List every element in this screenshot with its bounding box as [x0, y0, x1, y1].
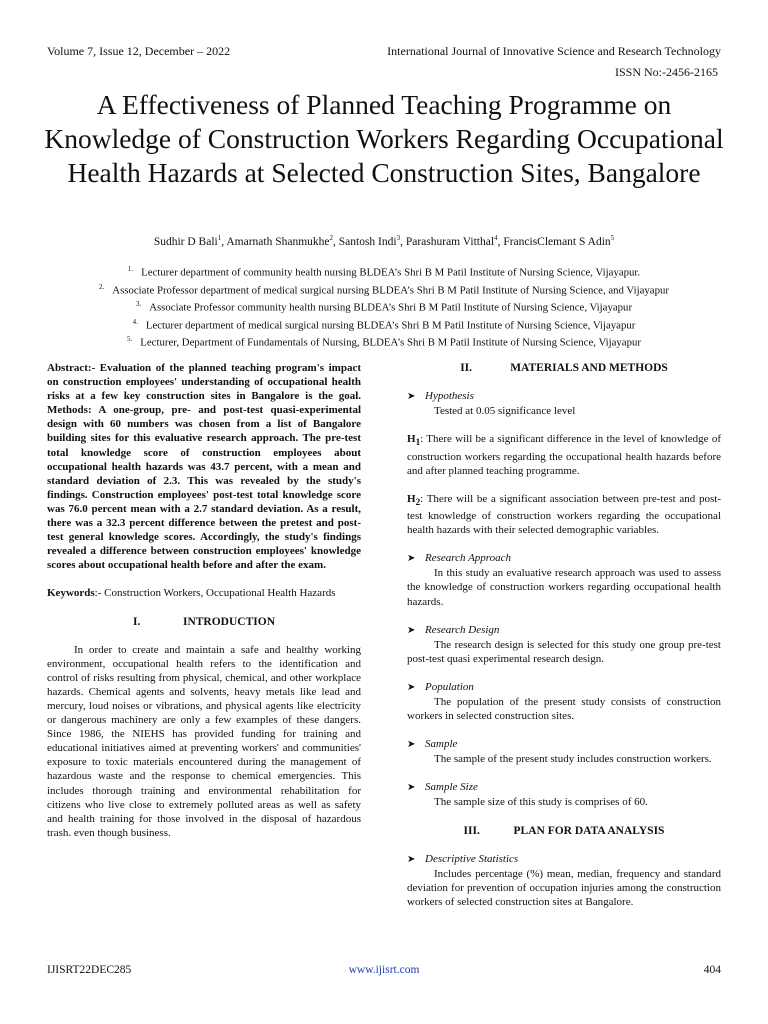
journal-name: International Journal of Innovative Science and Research Technology	[387, 44, 721, 58]
subheading-label: Research Approach	[425, 552, 512, 565]
volume-info: Volume 7, Issue 12, December – 2022	[47, 44, 231, 58]
arrow-bullet-icon: ➤	[407, 853, 416, 865]
left-column	[47, 361, 361, 840]
section-number: I.	[132, 615, 141, 628]
subheading-sample	[407, 737, 721, 752]
section-title: PLAN FOR DATA ANALYSIS	[513, 824, 665, 837]
author-sup: 1	[217, 234, 222, 242]
arrow-bullet-icon: ➤	[407, 782, 416, 794]
arrow-bullet-icon: ➤	[407, 739, 416, 751]
hypothesis-text: Tested at 0.05 significance level	[434, 405, 576, 418]
affiliation-num: 4.	[132, 317, 138, 326]
affiliation-text: Lecturer department of medical surgical nursing BLDEA’s Shri B M Patil Institute of Nursing Science, Vijayapur	[145, 319, 636, 332]
h1-text: : There will be a significant difference in the level of knowledge of construction workers regarding the occupational health hazards before and after planned teaching programme.	[407, 433, 721, 477]
arrow-bullet-icon: ➤	[407, 553, 416, 565]
subheading-label: Sample	[425, 738, 458, 751]
research-design-text: The research design is selected for this study one group pre-test post-test quasi experimental research design.	[407, 638, 721, 665]
subheading-hypothesis	[407, 389, 721, 404]
h1-subscript: 1	[415, 437, 421, 448]
author-list	[40, 234, 728, 248]
h1-label: H	[407, 433, 416, 446]
arrow-bullet-icon: ➤	[407, 391, 416, 403]
introduction-text: In order to create and maintain a safe and healthy working environment, occupational health refers to the identification and control of risks resulting from physical, chemical, and other workplace hazards. Chemical agents and solvents, heavy metals like lead and mercury, loud noises or vibrations, and physical agents like electricity or dangerous machinery are only a few examples of these dangers. Since 1986, the NIEHS has provided funding for training and educational initiatives aimed at preventing workers' and communities' exposure to toxic materials encountered during the management of hazardous waste and the response to chemical emergencies. This includes thorough training and environmental rehabilitation for citizens who live close to extremely polluted areas as well as safety and health training for those involved in the disposal of hazardous trash. even though business.	[47, 643, 361, 839]
author-sep: ,	[221, 235, 227, 248]
h2-subscript: 2	[415, 496, 421, 507]
author-name: Sudhir D Bali	[153, 235, 218, 248]
h2-text: : There will be a significant association between pre-test and post-test knowledge of construction workers regarding the occupational health hazards with their selected demographic variables.	[407, 492, 721, 537]
section-heading-methods	[407, 361, 721, 375]
section-heading-data-analysis	[407, 824, 721, 838]
sample-size-text: The sample size of this study is comprises of 60.	[434, 796, 648, 809]
affiliation-list	[60, 262, 708, 350]
affiliation-text: Associate Professor community health nursing BLDEA’s Shri B M Patil Institute of Nursing Science, Vijayapur	[149, 301, 633, 314]
affiliation-text: Lecturer department of community health nursing BLDEA’s Shri B M Patil Institute of Nursing Science, Vijayapur.	[141, 266, 641, 279]
affiliation	[60, 262, 708, 280]
keywords-label: Keywords	[47, 587, 95, 600]
paper-id: IJISRT22DEC285	[47, 964, 132, 976]
affiliation	[60, 280, 708, 298]
descriptive-statistics-text: Includes percentage (%) mean, median, frequency and standard deviation for prevention of occupation injuries among the construction workers of selected construction sites at Bangalore.	[407, 867, 721, 908]
affiliation	[60, 297, 708, 315]
author-sep: ,	[400, 235, 406, 248]
right-column	[407, 361, 721, 909]
affiliation-num: 2.	[99, 282, 105, 291]
population-text: The population of the present study consists of construction workers in selected construction sites.	[407, 695, 721, 723]
subheading-population	[407, 680, 721, 695]
subheading-sample-size	[407, 780, 721, 795]
author-sup: 5	[610, 234, 615, 242]
subheading-research-approach	[407, 551, 721, 566]
subheading-label: Hypothesis	[425, 390, 474, 403]
section-number: II.	[460, 362, 473, 374]
author-name: Santosh Indi	[338, 235, 397, 248]
issn: ISSN No:-2456-2165	[614, 65, 718, 79]
subheading-label: Population	[425, 680, 474, 693]
affiliation-num: 1.	[127, 265, 134, 273]
author-sep: ,	[333, 235, 339, 248]
affiliation	[60, 315, 708, 333]
journal-link[interactable]: www.ijisrt.com	[348, 964, 420, 976]
affiliation-num: 3.	[135, 300, 142, 309]
h2-label: H	[407, 492, 416, 505]
affiliation-num: 5.	[127, 335, 133, 344]
subheading-label: Descriptive Statistics	[425, 852, 519, 865]
subheading-label: Sample Size	[425, 781, 478, 794]
affiliation-text: Associate Professor department of medical surgical nursing BLDEA’s Shri B M Patil Institute of Nursing Science, and Vijayapur	[112, 284, 669, 297]
keywords-text: :- Construction Workers, Occupational Health Hazards	[94, 587, 336, 600]
hypothesis-h1	[407, 432, 721, 477]
author-sup: 3	[396, 234, 401, 242]
author-sup: 4	[494, 234, 498, 242]
hypothesis-h2	[407, 492, 721, 537]
subheading-descriptive-statistics	[407, 852, 721, 867]
research-approach-text: In this study an evaluative research approach was used to assess the knowledge of construction workers regarding occupational health hazards.	[407, 567, 721, 608]
paper-title: A Effectiveness of Planned Teaching Programme on Knowledge of Construction Workers Regarding Occupational Health Hazards at Selected Construction Sites, Bangalore	[44, 89, 724, 188]
keywords	[47, 586, 361, 600]
section-number: III.	[463, 824, 480, 837]
author-name: Amarnath Shanmukhe	[226, 235, 330, 248]
affiliation	[60, 332, 708, 350]
section-heading-introduction	[47, 615, 361, 629]
section-title: MATERIALS AND METHODS	[510, 362, 668, 374]
arrow-bullet-icon: ➤	[407, 681, 416, 693]
sample-text: The sample of the present study includes construction workers.	[434, 753, 712, 766]
arrow-bullet-icon: ➤	[407, 624, 416, 636]
page-number: 404	[703, 964, 721, 976]
author-name: FrancisClemant S Adin	[503, 235, 611, 248]
author-sup: 2	[329, 234, 334, 242]
subheading-label: Research Design	[425, 623, 500, 636]
subheading-research-design	[407, 623, 721, 638]
author-sep: ,	[497, 235, 504, 248]
section-title: INTRODUCTION	[182, 615, 275, 628]
abstract: Abstract:- Evaluation of the planned teaching program's impact on construction employees' understanding of occupational health risks at a few key construction sites in Bangalore is the goal. Methods: A one-group, pre- and post-test quasi-experimental design with 60 numbers was chosen from a list of Bangalore building sites for this evaluative research approach. The pre-test total knowledge score of construction employees about occupational health hazards was 43.7 percent, with a mean and standard deviation of 2.3. This was revealed by the study's findings. Construction employees' post-test total knowledge score was 76.0 percent mean with a 2.7 standard deviation. As a result, there was a 32.3 percent difference between the pretest and post-test general knowledge scores. Accordingly, the study's findings revealed a difference between construction employees' knowledge scores about occupational health before and after the exam.	[47, 362, 361, 572]
affiliation-text: Lecturer, Department of Fundamentals of Nursing, BLDEA’s Shri B M Patil Institute of Nursing Science, Vijayapur	[140, 336, 641, 349]
author-name: Parashuram Vitthal	[405, 235, 495, 248]
